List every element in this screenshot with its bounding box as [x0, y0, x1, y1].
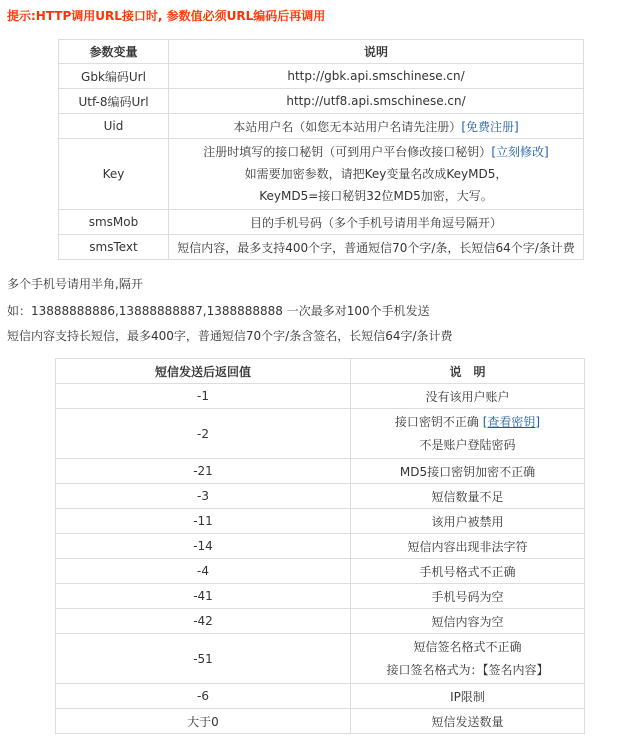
note-example: 如：13888888886,13888888887,1388888888 一次最多对100个手机发送: [7, 304, 430, 318]
view-key-link[interactable]: [查看密钥]: [482, 414, 541, 429]
return-code: -41: [56, 584, 351, 609]
note-multiple-numbers: 多个手机号请用半角,隔开: [7, 277, 143, 291]
table-row: [59, 139, 584, 210]
return-code: -4: [56, 559, 351, 584]
return-desc-line: 短信签名格式不正确: [413, 639, 522, 654]
parameters-table: [58, 39, 584, 260]
column-header-desc: 说明: [169, 40, 584, 64]
return-desc-line: 接口签名格式为：【签名内容】: [386, 662, 549, 677]
param-desc: http://utf8.api.smschinese.cn/: [169, 89, 584, 114]
param-name: Uid: [59, 114, 169, 139]
return-code: -6: [56, 684, 351, 709]
table-header-row: [59, 40, 584, 64]
url-encoding-warning: 提示:HTTP调用URL接口时, 参数值必须URL编码后再调用: [7, 9, 326, 23]
table-row: [56, 709, 585, 734]
table-row: [56, 509, 585, 534]
return-code: -1: [56, 384, 351, 409]
return-desc: 短信内容出现非法字符: [351, 534, 585, 559]
key-desc-line: 如需要加密参数，请把Key变量名改成KeyMD5，: [244, 167, 508, 181]
return-desc: MD5接口密钥加密不正确: [351, 459, 585, 484]
table-row: [56, 384, 585, 409]
table-row: [59, 89, 584, 114]
param-name: smsMob: [59, 210, 169, 235]
return-desc-line: [353, 411, 582, 434]
free-register-link[interactable]: [免费注册]: [461, 119, 519, 134]
return-desc: 没有该用户账户: [351, 384, 585, 409]
return-code: -14: [56, 534, 351, 559]
table-row: [56, 459, 585, 484]
return-desc: 手机号码为空: [351, 584, 585, 609]
return-desc: 短信发送数量: [351, 709, 585, 734]
return-desc-line: 不是账户登陆密码: [419, 437, 516, 452]
table-header-row: [56, 359, 585, 384]
param-desc: [169, 114, 584, 139]
table-row: [56, 559, 585, 584]
table-row: [56, 684, 585, 709]
param-desc: 目的手机号码（多个手机号请用半角逗号隔开）: [169, 210, 584, 235]
return-desc-text: 接口密钥不正确: [394, 414, 479, 429]
table-row: [56, 634, 585, 684]
uid-desc-text: 本站用户名（如您无本站用户名请先注册）: [233, 119, 462, 134]
return-code: 大于0: [56, 709, 351, 734]
param-name: Key: [59, 139, 169, 210]
table-row: [59, 210, 584, 235]
return-code: -42: [56, 609, 351, 634]
table-row: [56, 534, 585, 559]
table-row: [59, 64, 584, 89]
return-desc: [351, 634, 585, 684]
param-desc: 短信内容，最多支持400个字，普通短信70个字/条，长短信64个字/条计费: [169, 235, 584, 260]
modify-key-link[interactable]: [立刻修改]: [491, 145, 549, 159]
return-desc: 手机号格式不正确: [351, 559, 585, 584]
param-name: smsText: [59, 235, 169, 260]
return-desc: IP限制: [351, 684, 585, 709]
return-code: -51: [56, 634, 351, 684]
return-desc: 短信数量不足: [351, 484, 585, 509]
key-desc-text: 注册时填写的接口秘钥（可到用户平台修改接口秘钥）: [203, 145, 492, 159]
table-row: [56, 609, 585, 634]
return-desc: 短信内容为空: [351, 609, 585, 634]
return-code: -3: [56, 484, 351, 509]
column-header-param: 参数变量: [59, 40, 169, 64]
return-codes-table: [55, 358, 585, 734]
return-desc: 该用户被禁用: [351, 509, 585, 534]
table-row: [56, 584, 585, 609]
param-name: Gbk编码Url: [59, 64, 169, 89]
column-header-return-value: 短信发送后返回值: [56, 359, 351, 384]
return-code: -11: [56, 509, 351, 534]
return-code: -2: [56, 409, 351, 459]
param-name: Utf-8编码Url: [59, 89, 169, 114]
return-desc: [351, 409, 585, 459]
param-desc: [169, 139, 584, 210]
note-long-sms: 短信内容支持长短信，最多400字，普通短信70个字/条含签名，长短信64字/条计费: [7, 329, 453, 343]
key-desc-line: KeyMD5=接口秘钥32位MD5加密，大写。: [259, 189, 493, 203]
param-desc: http://gbk.api.smschinese.cn/: [169, 64, 584, 89]
return-code: -21: [56, 459, 351, 484]
table-row: [59, 235, 584, 260]
table-row: [59, 114, 584, 139]
key-desc-line: [171, 141, 581, 163]
column-header-desc: 说 明: [351, 359, 585, 384]
table-row: [56, 484, 585, 509]
table-row: [56, 409, 585, 459]
